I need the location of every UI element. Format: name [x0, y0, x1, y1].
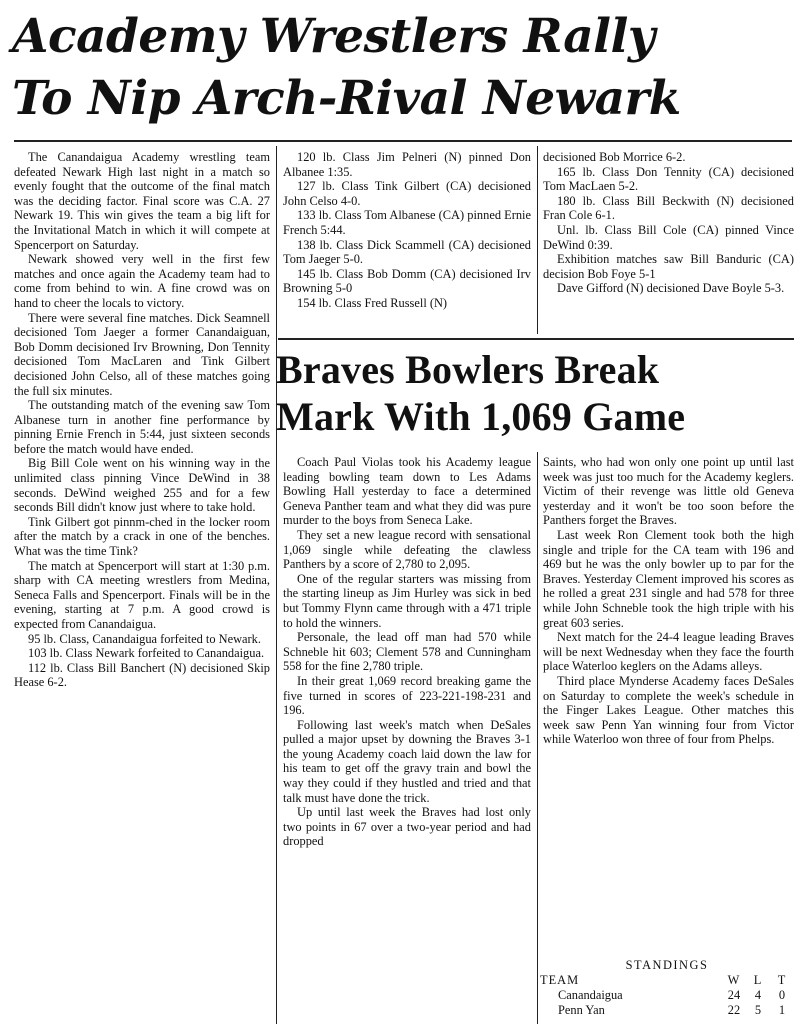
headline-rule	[14, 140, 792, 142]
result-line: Exhibition matches saw Bill Banduric (CA) decision Bob Foye 5-1	[543, 252, 794, 281]
result-line: Dave Gifford (N) decisioned Dave Boyle 5-3.	[557, 281, 785, 296]
losses: 4	[754, 988, 762, 1002]
team-name: Penn Yan	[558, 1003, 605, 1017]
header-ties: T	[777, 973, 787, 987]
standings-header-row	[540, 973, 794, 988]
result-line: 138 lb. Class Dick Scammell (CA) decisioned Tom Jaeger 5-0.	[283, 237, 531, 267]
paragraph: One of the regular starters was missing from the starting lineup as Jim Hurley was sick in bed but Tommy Flynn came through with a 471 triple to hold the winners.	[283, 571, 531, 630]
paragraph: The match at Spencerport will start at 1:30 p.m. sharp with CA meeting wrestlers from Medina, Seneca Falls and Spencerport. Finals will be in the evening, starting at 7 p.m. A good crowd is expected from Canandaigua.	[14, 558, 270, 631]
column-divider-2	[537, 146, 538, 334]
wrestling-column-2	[283, 150, 531, 336]
result-line: 165 lb. Class Don Tennity (CA) decisioned Tom MacLaen 5-2.	[543, 164, 794, 194]
bowling-headline-line-2: Mark With 1,069 Game	[276, 394, 686, 439]
ties: 0	[778, 988, 786, 1002]
headline-line-1: Academy Wrestlers Rally	[12, 9, 655, 64]
team-name: Canandaigua	[558, 988, 623, 1002]
result-line: decisioned Bob Morrice 6-2.	[543, 150, 686, 164]
section-divider	[278, 338, 794, 340]
paragraph: Up until last week the Braves had lost only two points in 67 over a two-year period and had dropped	[283, 805, 531, 849]
paragraph: Personale, the lead off man had 570 while Schneble hit 603; Clement 578 and Cunningham 558 for the fine 2,780 triple.	[283, 630, 531, 674]
paragraph: The outstanding match of the evening saw Tom Albanese turn in another fine performance by pinning Ernie French in 5:44, just sixteen seconds before the match would have ended.	[14, 398, 270, 456]
result-line: 133 lb. Class Tom Albanese (CA) pinned Ernie French 5:44.	[283, 208, 531, 237]
header-losses: L	[753, 973, 763, 987]
paragraph: Saints, who had won only one point up until last week was just too much for the Academy keglers. Victim of their revenge was little old Geneva yesterday and it won't be too soon before the Panthers forget the Braves.	[543, 455, 794, 528]
paragraph: Third place Mynderse Academy faces DeSales on Saturday to complete the week's schedule in the Finger Lakes League. Other matches this week saw Penn Yan winning four from Victor while Waterloo won three of four from Phelps.	[543, 673, 794, 747]
bowling-column-1	[283, 455, 531, 1024]
bowling-headline-line-1: Braves Bowlers Break	[276, 347, 660, 392]
standings-table	[540, 958, 794, 1018]
paragraph: There were several fine matches. Dick Seamnell decisioned Tom Jaeger a former Canandaiguan, Bob Domm decisioned Irv Browning, Don Tennity decisioned Tom MacLaren and Tink Gilbert decisioned John Celso, all of these matches going the full six minutes.	[14, 310, 270, 398]
column-divider-1	[276, 146, 277, 1024]
bowling-column-2	[543, 455, 794, 955]
paragraph: The Canandaigua Academy wrestling team defeated Newark High last night in a match so evenly fought that the outcome of the final match was the deciding factor. Final score was C.A. 27 Newark 19. This win gives the team a big lift for the Invitational Match in which it will compete at Spencerport on Saturday.	[14, 150, 270, 252]
paragraph: 103 lb. Class Newark forfeited to Canandaigua.	[28, 646, 265, 661]
column-divider-3	[537, 452, 538, 1024]
header-team: TEAM	[540, 973, 580, 987]
header-wins: W	[727, 973, 741, 987]
result-line: 180 lb. Class Bill Beckwith (N) decisioned Fran Cole 6-1.	[543, 193, 794, 223]
paragraph: Big Bill Cole went on his winning way in the unlimited class pinning Vince DeWind in 38 seconds. DeWind weighed 255 and for a few seconds Bill didn't know just where to take hold.	[14, 456, 270, 515]
result-line: 127 lb. Class Tink Gilbert (CA) decisioned John Celso 4-0.	[283, 179, 531, 208]
result-line: 145 lb. Class Bob Domm (CA) decisioned Irv Browning 5-0	[283, 266, 531, 296]
bowling-headline	[276, 346, 794, 440]
wins: 22	[727, 1003, 741, 1017]
paragraph: Coach Paul Violas took his Academy league leading bowling team down to Les Adams Bowling Hall yesterday to face a determined Geneva Panther team and what they did was pure murder to the boys from Seneca Lake.	[283, 455, 531, 528]
paragraph: Following last week's match when DeSales pulled a major upset by downing the Braves 3-1 the young Academy coach laid down the law for his team to get off the gravy train and bowl the way they could if they hustled and tried and that talk must have done the trick.	[283, 717, 531, 805]
table-row	[540, 988, 794, 1003]
paragraph: In their great 1,069 record breaking game the five turned in scores of 223-221-198-231 and 196.	[283, 673, 531, 718]
result-line: 154 lb. Class Fred Russell (N)	[297, 295, 448, 310]
paragraph: They set a new league record with sensational 1,069 single while defeating the clawless Panthers by a score of 2,780 to 2,095.	[283, 527, 531, 572]
table-row	[540, 1003, 794, 1018]
standings-title: STANDINGS	[625, 958, 709, 972]
paragraph: 95 lb. Class, Canandaigua forfeited to Newark.	[28, 631, 261, 646]
paragraph: Newark showed very well in the first few matches and once again the Academy team had to come from behind to win. A fine crowd was on hand to cheer the locals to victory.	[14, 252, 270, 310]
paragraph: Tink Gilbert got pinnm-ched in the locker room after the match by a crack in one of the benches. What was the time Tink?	[14, 514, 270, 559]
wrestling-column-1	[14, 150, 270, 1024]
paragraph: 112 lb. Class Bill Banchert (N) decisioned Skip Hease 6-2.	[14, 660, 270, 690]
ties: 1	[778, 1003, 786, 1017]
main-headline	[12, 6, 792, 130]
wrestling-column-3	[543, 150, 794, 336]
wins: 24	[727, 988, 741, 1002]
standings-grid	[540, 973, 794, 1018]
result-line: 120 lb. Class Jim Pelneri (N) pinned Don Albanee 1:35.	[283, 150, 531, 179]
losses: 5	[754, 1003, 762, 1017]
paragraph: Last week Ron Clement took both the high single and triple for the CA team with 196 and 469 but he was the only bowler up to par for the Braves. Yesterday Clement improved his scores as he rolled a great 231 single and had 578 for three while John Schneble took the high triple with his great 603 series.	[543, 527, 794, 630]
headline-line-2: To Nip Arch-Rival Newark	[12, 71, 681, 126]
result-line: Unl. lb. Class Bill Cole (CA) pinned Vince DeWind 0:39.	[543, 222, 794, 252]
paragraph: Next match for the 24-4 league leading Braves will be next Wednesday when they face the fourth place Waterloo keglers on the Adams alleys.	[543, 630, 794, 674]
